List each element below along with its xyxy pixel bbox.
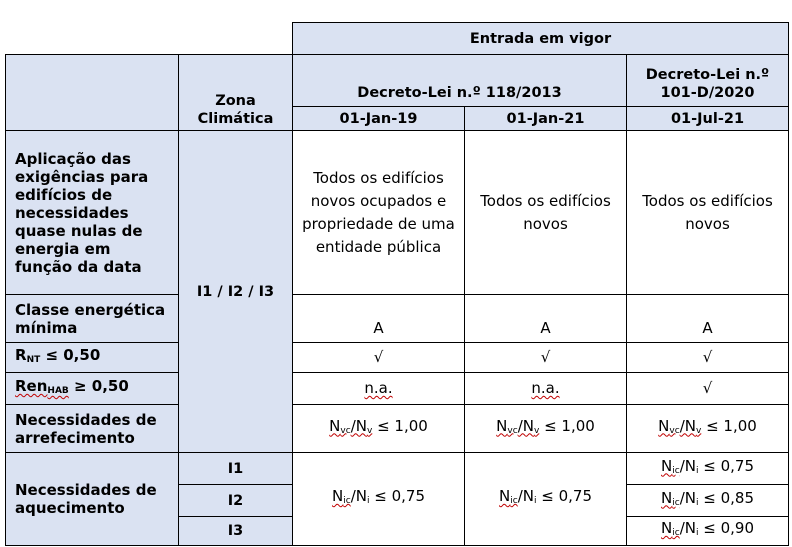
aquec-value-jul21-i1: $N_{ic}/N_i \le 0,75$ <box>627 453 789 485</box>
entry-into-force-header: Entrada em vigor <box>293 23 789 55</box>
ren-value-jan21: n.a. <box>465 373 627 405</box>
decree-118-header: Decreto-Lei n.º 118/2013 <box>293 55 627 107</box>
ren-value-jan19: n.a. <box>293 373 465 405</box>
climate-zone-header: Zona Climática <box>179 55 293 131</box>
date-jan19: 01-Jan-19 <box>293 107 465 131</box>
aquec-value-jan19: $N_{ic}/N_i \le 0,75$ <box>293 453 465 546</box>
blank-corner <box>6 23 293 55</box>
rnt-value-jan19: √ <box>293 343 465 373</box>
aquec-value-jul21-i3: $N_{ic}/N_i \le 0,90$ <box>627 517 789 546</box>
decree-101d-header: Decreto-Lei n.º 101-D/2020 <box>627 55 789 107</box>
row-label-aquecimento: Necessidades de aquecimento <box>6 453 179 546</box>
aquec-value-jul21-i2: $N_{ic}/N_i \le 0,85$ <box>627 485 789 517</box>
row-label-ren: RenHAB ≥ 0,50 <box>6 373 179 405</box>
zone-i2: I2 <box>179 485 293 517</box>
blank-header-cell <box>6 55 179 131</box>
nzeb-value-jul21: Todos os edifícios novos <box>627 131 789 295</box>
date-jul21: 01-Jul-21 <box>627 107 789 131</box>
rnt-value-jan21: √ <box>465 343 627 373</box>
requirements-table <box>5 22 789 546</box>
date-jan21: 01-Jan-21 <box>465 107 627 131</box>
classe-value-jan19: A <box>293 295 465 343</box>
row-label-nzeb: Aplicação das exigências para edifícios de necessidades quase nulas de energia em função da data <box>6 131 179 295</box>
row-label-arrefecimento: Necessidades de arrefecimento <box>6 405 179 453</box>
nzeb-value-jan21: Todos os edifícios novos <box>465 131 627 295</box>
arref-value-jul21: $N_{vc}/N_v \le 1,00$ <box>627 405 789 453</box>
rnt-value-jul21: √ <box>627 343 789 373</box>
arref-value-jan21: $N_{vc}/N_v \le 1,00$ <box>465 405 627 453</box>
classe-value-jul21: A <box>627 295 789 343</box>
zone-i3: I3 <box>179 517 293 546</box>
ren-value-jul21: √ <box>627 373 789 405</box>
nzeb-value-jan19: Todos os edifícios novos ocupados e propriedade de uma entidade pública <box>293 131 465 295</box>
row-label-classe: Classe energética mínima <box>6 295 179 343</box>
classe-value-jan21: A <box>465 295 627 343</box>
zone-i1: I1 <box>179 453 293 485</box>
zone-value: I1 / I2 / I3 <box>179 131 293 453</box>
aquec-value-jan21: $N_{ic}/N_i \le 0,75$ <box>465 453 627 546</box>
arref-value-jan19: $N_{vc}/N_v \le 1,00$ <box>293 405 465 453</box>
row-label-rnt: RNT ≤ 0,50 <box>6 343 179 373</box>
